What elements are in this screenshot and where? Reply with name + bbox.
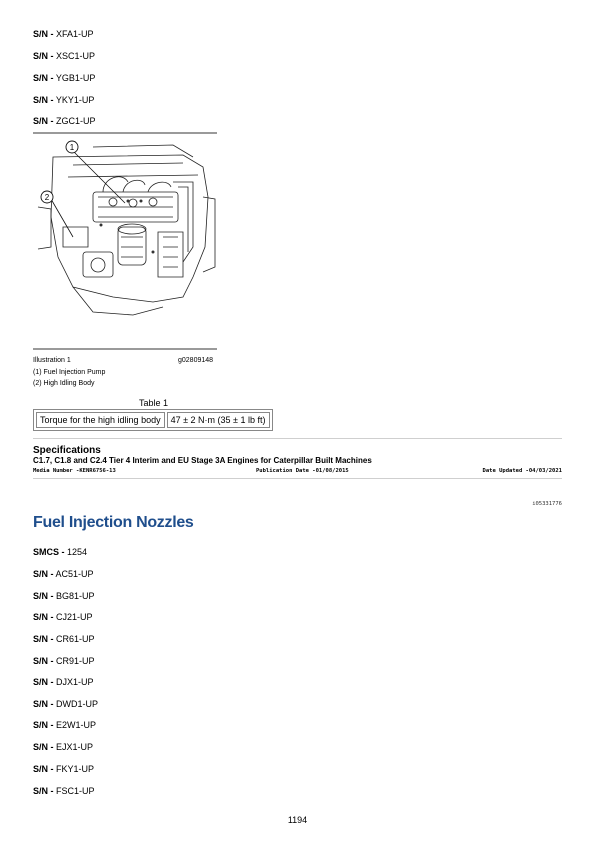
- section-divider: [33, 478, 562, 479]
- serial-line: [33, 742, 93, 752]
- serial-label: S/N -: [33, 73, 54, 83]
- serial-line: [33, 634, 95, 644]
- serial-value: FSC1-UP: [56, 786, 95, 796]
- serial-label: S/N -: [33, 591, 54, 601]
- serial-line: [33, 51, 95, 61]
- serial-label: S/N -: [33, 612, 54, 622]
- serial-value: YGB1-UP: [55, 73, 96, 83]
- serial-value: AC51-UP: [55, 569, 94, 579]
- serial-label: S/N -: [33, 699, 54, 709]
- serial-line: [33, 720, 96, 730]
- serial-label: S/N -: [33, 742, 54, 752]
- serial-value: CR91-UP: [56, 656, 95, 666]
- serial-value: DWD1-UP: [56, 699, 99, 709]
- serial-value: DJX1-UP: [56, 677, 94, 687]
- callout-1-label: 1: [69, 143, 75, 152]
- serial-value: YKY1-UP: [55, 95, 95, 105]
- illustration-caption-label: Illustration 1: [33, 357, 71, 364]
- serial-line: [33, 764, 94, 774]
- serial-label: S/N -: [33, 786, 54, 796]
- specifications-heading: Specifications: [33, 445, 101, 456]
- publication-date: Publication Date -01/08/2015: [256, 468, 349, 474]
- torque-table: [33, 409, 273, 431]
- table-cell-name: Torque for the high idling body: [36, 412, 165, 428]
- callout-2-label: 2: [44, 193, 50, 202]
- smcs-line: [33, 547, 87, 557]
- table-title: Table 1: [139, 398, 169, 408]
- serial-value: CR61-UP: [56, 634, 95, 644]
- serial-line: [33, 591, 95, 601]
- serial-line: [33, 73, 95, 83]
- illustration-top-rule: [33, 132, 217, 134]
- serial-label: S/N -: [33, 95, 54, 105]
- serial-label: S/N -: [33, 720, 54, 730]
- serial-line: [33, 116, 96, 126]
- document-id: i05331776: [532, 501, 562, 507]
- section-divider: [33, 438, 562, 439]
- illustration-caption-code: g02809148: [178, 357, 214, 364]
- illustration-bottom-rule: [33, 348, 217, 350]
- serial-value: FKY1-UP: [56, 764, 95, 774]
- serial-label: S/N -: [33, 677, 54, 687]
- illustration-legend-item: (1) Fuel Injection Pump: [33, 369, 106, 376]
- serial-value: BG81-UP: [56, 591, 95, 601]
- smcs-label: SMCS -: [33, 547, 65, 557]
- serial-line: [33, 95, 94, 105]
- serial-label: S/N -: [33, 116, 54, 126]
- serial-line: [33, 29, 94, 39]
- serial-label: S/N -: [33, 656, 54, 666]
- serial-label: S/N -: [33, 764, 54, 774]
- serial-value: XSC1-UP: [56, 51, 96, 61]
- serial-line: [33, 656, 95, 666]
- serial-line: [33, 569, 94, 579]
- page-number: 1194: [287, 815, 308, 825]
- serial-value: CJ21-UP: [56, 612, 93, 622]
- page-title: Fuel Injection Nozzles: [33, 514, 194, 531]
- serial-value: XFA1-UP: [56, 29, 94, 39]
- date-updated: Date Updated -04/03/2021: [482, 468, 562, 474]
- serial-line: [33, 677, 94, 687]
- serial-line: [33, 612, 93, 622]
- table-cell-value: 47 ± 2 N·m (35 ± 1 lb ft): [167, 412, 270, 428]
- serial-label: S/N -: [33, 29, 54, 39]
- smcs-value: 1254: [67, 547, 88, 557]
- specifications-subtitle: C1.7, C1.8 and C2.4 Tier 4 Interim and EU Stage 3A Engines for Caterpillar Built Machines: [33, 456, 372, 465]
- illustration-legend-item: (2) High Idling Body: [33, 380, 95, 387]
- serial-label: S/N -: [33, 634, 54, 644]
- serial-value: ZGC1-UP: [56, 116, 96, 126]
- serial-line: [33, 786, 95, 796]
- media-number: Media Number -KENR6756-13: [33, 468, 116, 474]
- engine-illustration: [33, 137, 217, 347]
- serial-label: S/N -: [33, 51, 54, 61]
- serial-value: E2W1-UP: [56, 720, 97, 730]
- serial-line: [33, 699, 98, 709]
- serial-value: EJX1-UP: [56, 742, 94, 752]
- table-row: [36, 412, 270, 428]
- serial-label: S/N -: [33, 569, 54, 579]
